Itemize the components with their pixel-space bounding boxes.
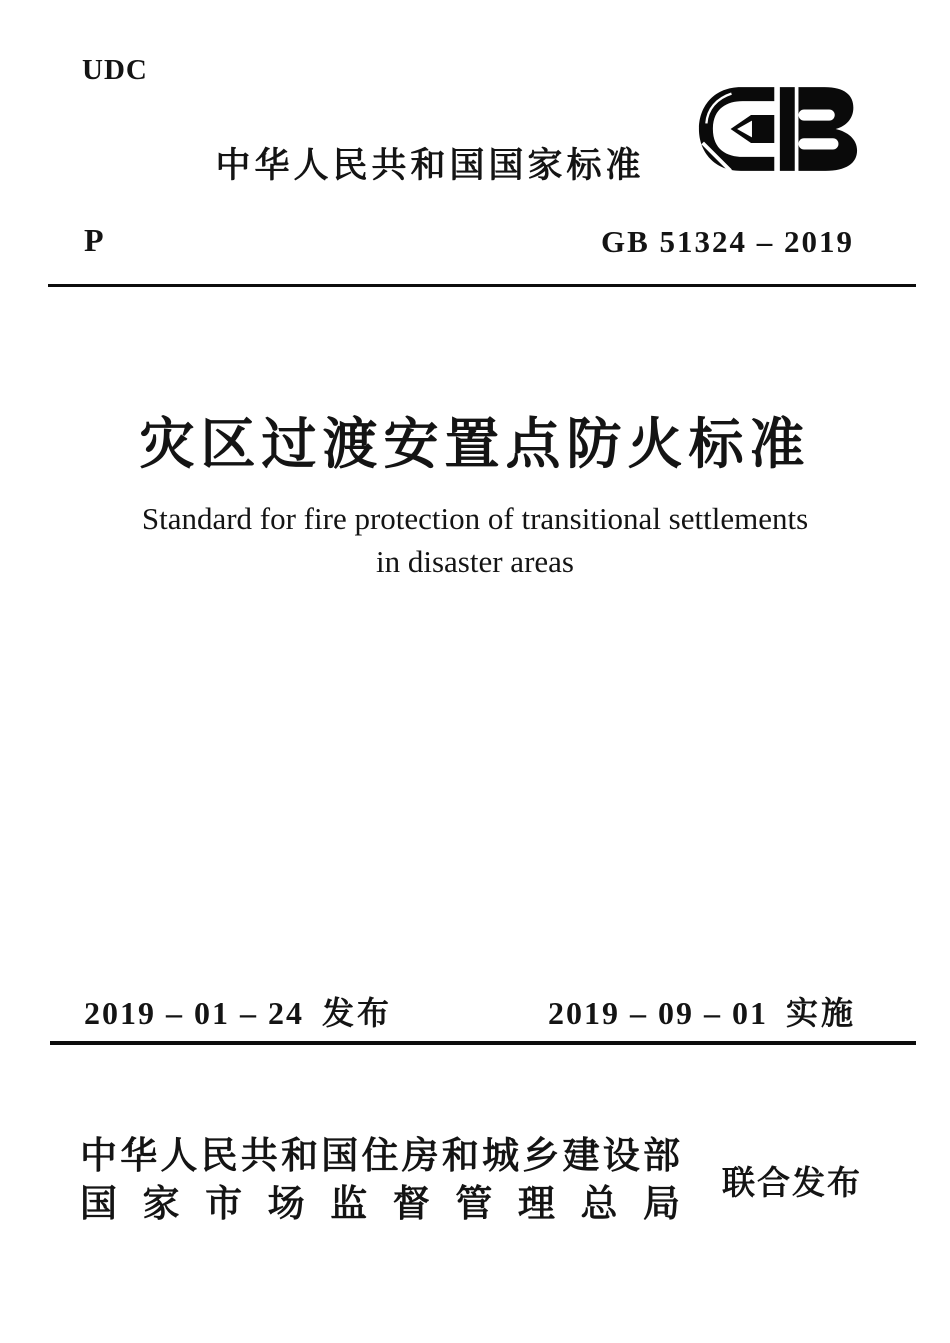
implementation-date: 2019 – 09 – 01 — [547, 995, 768, 1031]
publisher-line1: 中华人民共和国住房和城乡建设部 — [80, 1135, 680, 1176]
issue-label: 发布 — [322, 995, 393, 1031]
issue-date: 2019 – 01 – 24 — [84, 995, 304, 1031]
bottom-divider-rule — [50, 1041, 916, 1045]
national-standard-heading: 中华人民共和国国家标准 — [215, 146, 645, 185]
classification-code: P — [84, 222, 104, 258]
publisher-line2: 国家市场监督管理总局 — [80, 1183, 680, 1224]
publisher-block — [80, 1132, 872, 1228]
issue-date-group — [84, 988, 392, 1034]
title-english-line2: in disaster areas — [376, 544, 574, 579]
title-english-line1: Standard for fire protection of transitional settlements — [141, 501, 809, 536]
implementation-label: 实施 — [785, 995, 856, 1031]
publisher-names — [80, 1132, 680, 1228]
implementation-date-group — [548, 988, 856, 1034]
standard-number: GB 51324 – 2019 — [600, 224, 854, 259]
udc-code: UDC — [82, 54, 148, 86]
top-divider-rule — [48, 284, 916, 287]
dates-row — [84, 988, 856, 1034]
title-chinese: 灾区过渡安置点防火标准 — [139, 414, 811, 475]
title-english — [0, 497, 950, 583]
joint-issue-label: 联合发布 — [722, 1163, 862, 1201]
